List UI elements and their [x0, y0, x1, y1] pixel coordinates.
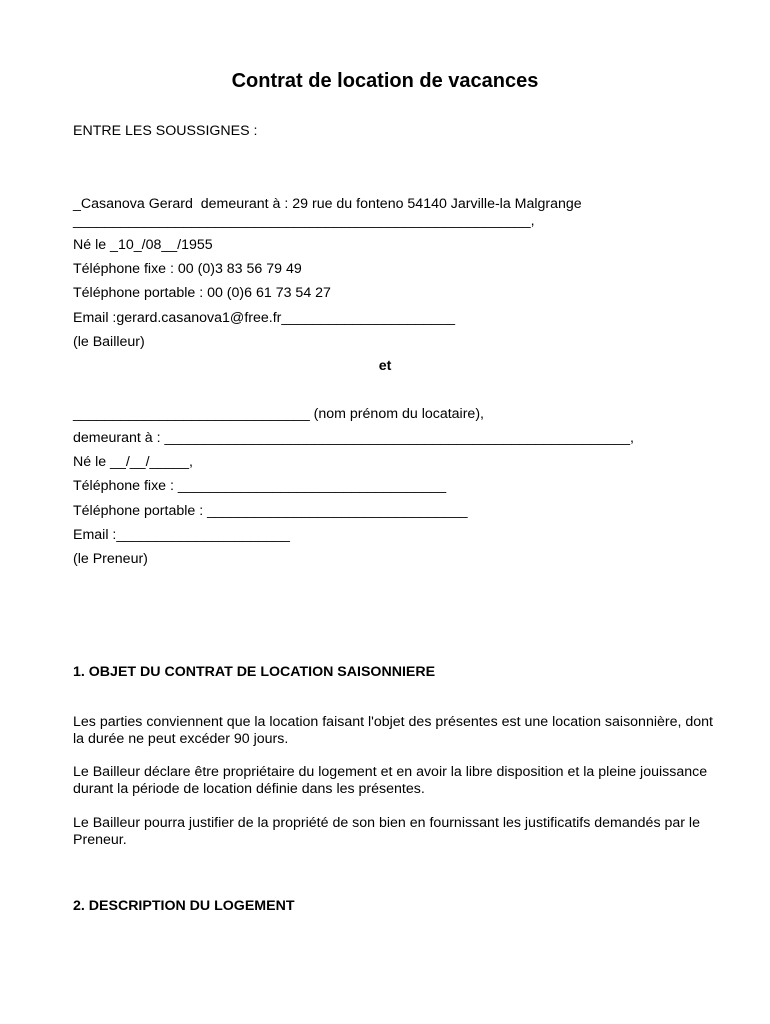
- section1-paragraph-1: Les parties conviennent que la location faisant l'objet des présentes est une location saisonnière, dont la durée ne peut excéder 90 jours.: [73, 714, 713, 747]
- bailleur-phone-mobile: Téléphone portable : 00 (0)6 61 73 54 27: [73, 285, 331, 301]
- bailleur-birth-date: Né le _10_/08__/1955: [73, 237, 213, 253]
- section1-heading: 1. OBJET DU CONTRAT DE LOCATION SAISONNIERE: [73, 664, 436, 680]
- preneur-role: (le Preneur): [73, 551, 148, 567]
- intro-text: ENTRE LES SOUSSIGNES :: [73, 123, 258, 139]
- section1-paragraph-2: Le Bailleur déclare être propriétaire du logement et en avoir la libre disposition et la pleine jouissance durant la période de location définie dans les présentes.: [73, 764, 708, 797]
- preneur-name: ______________________________ (nom prénom du locataire),: [73, 406, 484, 422]
- preneur-phone-mobile: Téléphone portable : _________________________________: [73, 503, 468, 519]
- bailleur-role: (le Bailleur): [73, 334, 145, 350]
- document-title: Contrat de location de vacances: [231, 70, 539, 92]
- bailleur-address-blank: __________________________________________________________,: [73, 213, 535, 229]
- preneur-address: demeurant à : ___________________________________________________________,: [73, 430, 634, 446]
- conjunction-et: et: [378, 358, 392, 374]
- bailleur-email: Email :gerard.casanova1@free.fr______________________: [73, 310, 455, 326]
- bailleur-address: _Casanova Gerard demeurant à : 29 rue du fonteno 54140 Jarville-la Malgrange: [73, 196, 582, 212]
- preneur-email: Email :______________________: [73, 527, 290, 543]
- bailleur-phone-fixed: Téléphone fixe : 00 (0)3 83 56 79 49: [73, 261, 302, 277]
- section1-paragraph-3: Le Bailleur pourra justifier de la propriété de son bien en fournissant les justificatifs demandés par le Preneur.: [73, 815, 700, 848]
- section2-heading: 2. DESCRIPTION DU LOGEMENT: [73, 898, 295, 914]
- preneur-phone-fixed: Téléphone fixe : __________________________________: [73, 478, 447, 494]
- preneur-birth-date: Né le __/__/_____,: [73, 454, 193, 470]
